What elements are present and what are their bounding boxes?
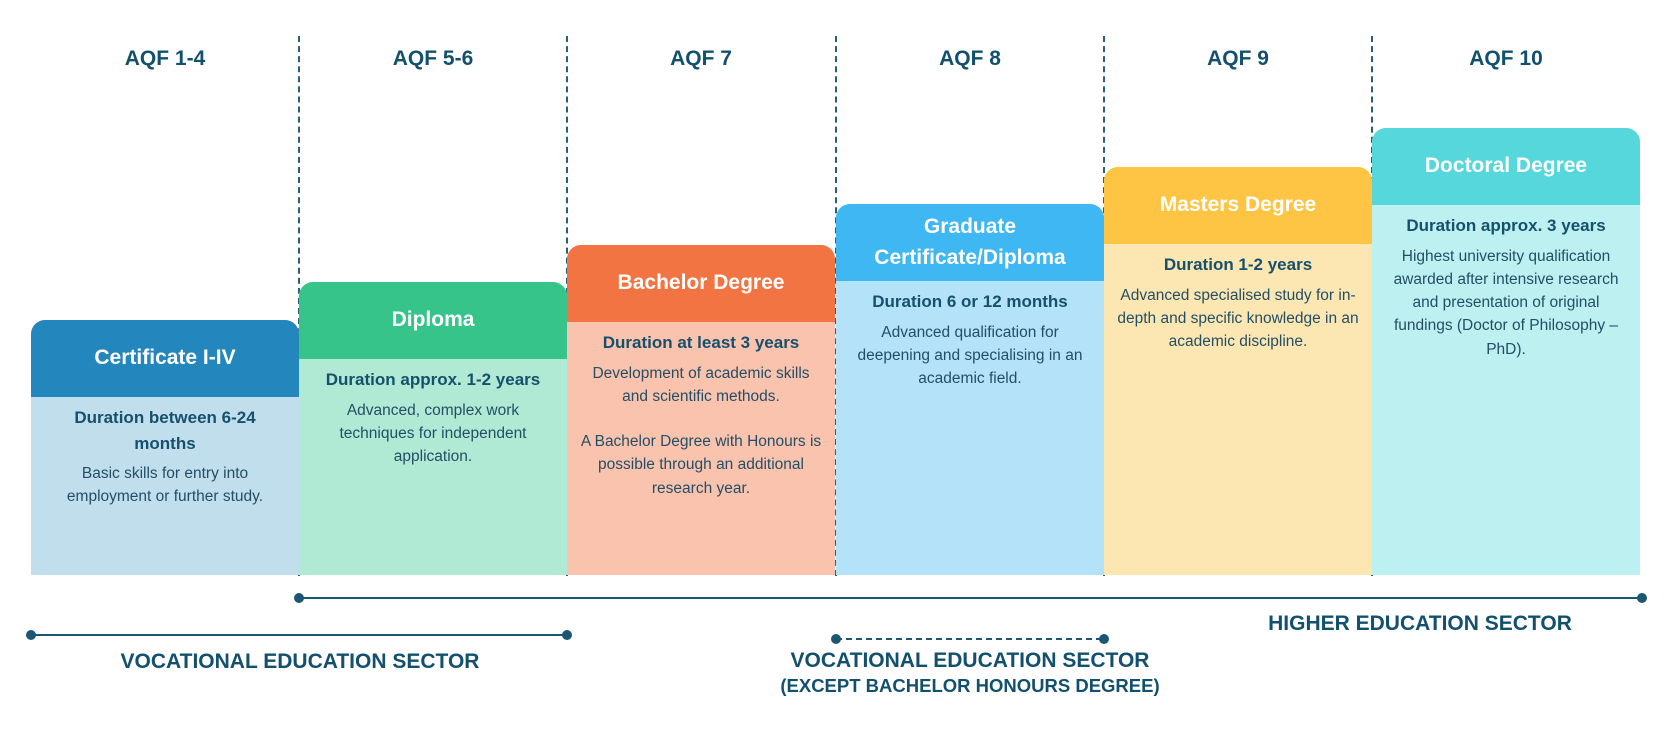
higher-education-line-end-dot: [1637, 593, 1647, 603]
description-paragraph: Advanced qualification for deepening and specialising in an academic field.: [857, 323, 1083, 387]
aqf-level-heading: AQF 7: [670, 47, 732, 70]
vocational-line-start-dot: [26, 630, 36, 640]
higher-education-sector-label: HIGHER EDUCATION SECTOR: [1268, 612, 1572, 635]
qualification-title: Doctoral Degree: [1372, 128, 1640, 205]
vocational-exception-note: (EXCEPT BACHELOR HONOURS DEGREE): [780, 675, 1160, 697]
vocational-line-end-dot: [562, 630, 572, 640]
qualification-title: Bachelor Degree: [567, 245, 835, 322]
description-paragraph: A Bachelor Degree with Honours is possible through an additional research year.: [580, 433, 822, 497]
vocational-sector-label: VOCATIONAL EDUCATION SECTOR: [120, 650, 480, 673]
vocational-exception-sector-label: [770, 647, 1170, 698]
aqf-level-heading: AQF 5-6: [392, 47, 474, 70]
qualification-duration: Duration 1-2 years: [1163, 255, 1313, 274]
qualification-duration: Duration approx. 3 years: [1406, 216, 1606, 235]
qualification-duration: Duration between 6-24 months: [74, 408, 256, 453]
aqf-level-heading: AQF 9: [1207, 47, 1269, 70]
description-paragraph: Development of academic skills and scientific methods.: [592, 364, 810, 405]
vocational-exception-title: VOCATIONAL EDUCATION SECTOR: [790, 649, 1150, 672]
qualification-duration: Duration approx. 1-2 years: [325, 370, 541, 389]
aqf-level-heading: AQF 1-4: [124, 47, 206, 70]
higher-education-line-start-dot: [294, 593, 304, 603]
description-paragraph: Advanced, complex work techniques for independent application.: [339, 401, 527, 465]
description-paragraph: Advanced specialised study for in-depth and specific knowledge in an academic discipline.: [1117, 286, 1359, 350]
qualification-title: Masters Degree: [1104, 167, 1372, 244]
qualification-duration: Duration 6 or 12 months: [872, 292, 1068, 311]
qualification-title: Diploma: [299, 282, 567, 359]
description-paragraph: Basic skills for entry into employment or further study.: [66, 465, 264, 506]
description-paragraph: Highest university qualification awarded after intensive research and presentation of original fundings (Doctor of Philosophy – PhD).: [1393, 247, 1619, 358]
aqf-level-heading: AQF 8: [939, 47, 1001, 70]
qualification-title: Graduate Certificate/Diploma: [836, 204, 1104, 281]
qualification-title: Certificate I-IV: [31, 320, 299, 397]
vocational-exception-line-start-dot: [831, 634, 841, 644]
vocational-exception-line-end-dot: [1099, 634, 1109, 644]
qualification-duration: Duration at least 3 years: [602, 333, 800, 352]
aqf-level-heading: AQF 10: [1469, 47, 1543, 70]
